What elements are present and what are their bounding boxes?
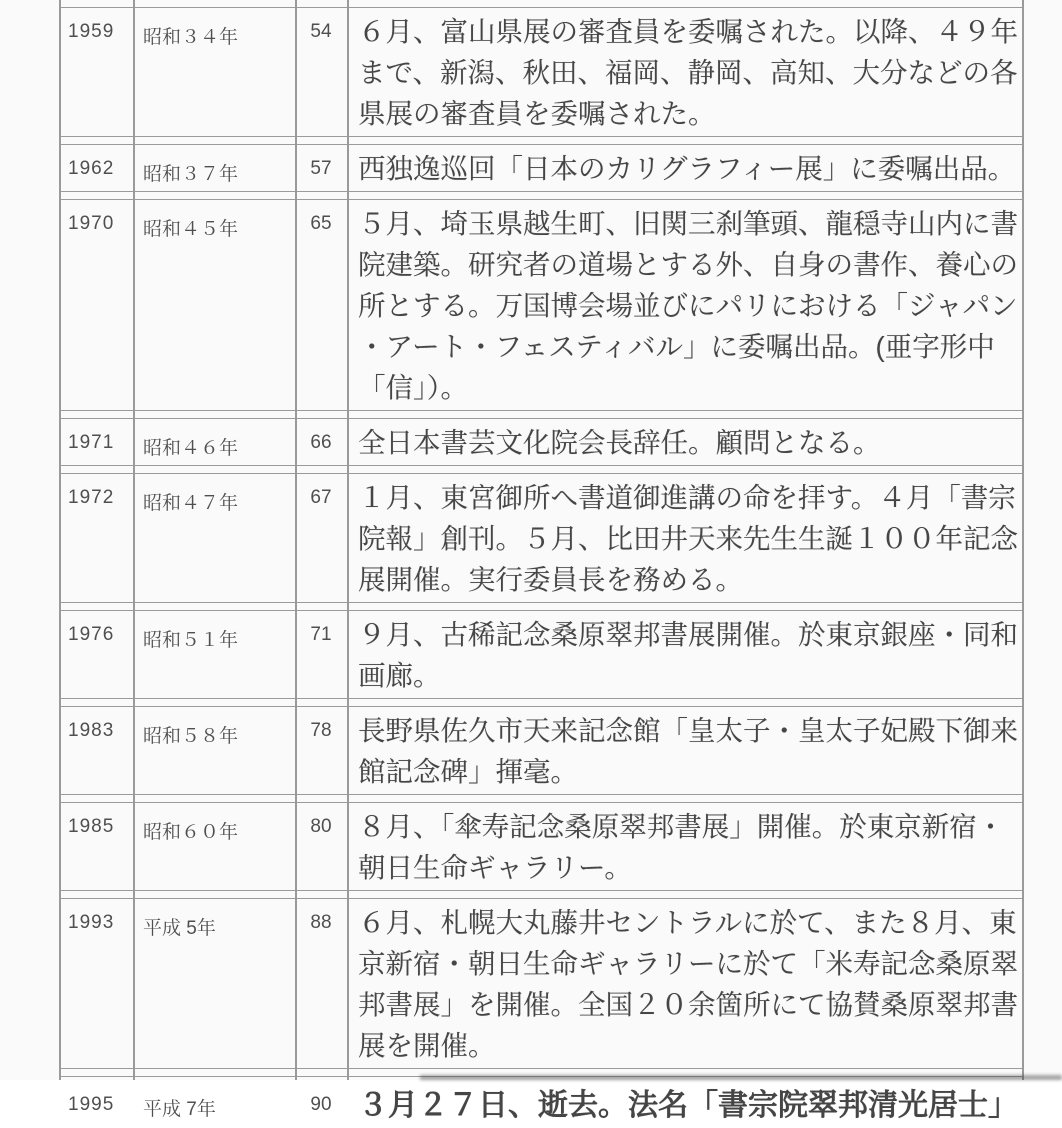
events-cell: ６月、富山県展の審査員を委嘱された。以降、４９年まで、新潟、秋田、福岡、静岡、高知、大分などの各県展の審査員を委嘱された。 (358, 16, 1018, 129)
age-cell: 66 (310, 432, 332, 453)
era-cell: 昭和４６年 (143, 438, 239, 459)
year-cell: 1976 (68, 624, 115, 645)
table-row (59, 144, 1023, 192)
table-row (59, 199, 1023, 411)
year-cell: 1970 (68, 213, 115, 234)
events-cell: ６月、札幌大丸藤井セントラルに於て、また８月、東京新宿・朝日生命ギャラリーに於て「米寿記念桑原翠邦書展」を開催。全国２０余箇所にて協賛桑原翠邦書展を開催。 (358, 907, 1018, 1061)
year-cell: 1962 (68, 158, 115, 179)
column-divider (347, 0, 349, 1080)
events-cell: 長野県佐久市天来記念館「皇太子・皇太子妃殿下御来館記念碑」揮毫。 (358, 715, 1018, 787)
table-row (59, 802, 1023, 891)
era-cell: 昭和６０年 (143, 822, 239, 843)
year-cell: 1993 (68, 912, 115, 933)
era-cell: 昭和５１年 (143, 630, 239, 651)
table-row (59, 473, 1023, 603)
year-cell: 1959 (68, 21, 115, 42)
column-divider (133, 0, 135, 1080)
age-cell: 54 (310, 21, 332, 42)
era-cell: 昭和４５年 (143, 219, 239, 240)
table-row (59, 706, 1023, 795)
age-cell: 71 (310, 624, 332, 645)
year-cell: 1972 (68, 487, 115, 508)
age-cell: 78 (310, 720, 332, 741)
era-cell: 平成 5年 (143, 918, 216, 939)
age-cell: 65 (310, 213, 332, 234)
age-cell: 80 (310, 816, 332, 837)
events-cell: 全日本書芸文化院会長辞任。顧問となる。 (358, 427, 881, 458)
table-row (59, 7, 1023, 137)
events-cell: ３月２７日、逝去。法名「書宗院翠邦清光居士」 (358, 1089, 1018, 1122)
table-row (59, 418, 1023, 466)
era-cell: 昭和３４年 (143, 27, 239, 48)
events-cell: ９月、古稀記念桑原翠邦書展開催。於東京銀座・同和画廊。 (358, 619, 1018, 691)
year-cell: 1995 (68, 1094, 115, 1115)
year-cell: 1983 (68, 720, 115, 741)
year-cell: 1971 (68, 432, 115, 453)
age-cell: 57 (310, 158, 332, 179)
events-cell: １月、東宮御所へ書道御進講の命を拝す。４月「書宗院報」創刊。５月、比田井天来先生生誕１００年記念展開催。実行委員長を務める。 (358, 482, 1018, 595)
table-row (59, 610, 1023, 699)
age-cell: 90 (310, 1094, 332, 1115)
era-cell: 平成 7年 (143, 1099, 216, 1120)
year-cell: 1985 (68, 816, 115, 837)
age-cell: 88 (310, 912, 332, 933)
column-divider (295, 0, 297, 1080)
events-cell: 西独逸巡回「日本のカリグラフィー展」に委嘱出品。 (358, 153, 1016, 184)
events-cell: ８月、「傘寿記念桑原翠邦書展」開催。於東京新宿・朝日生命ギャラリー。 (358, 811, 1005, 883)
era-cell: 昭和４７年 (143, 493, 239, 514)
age-cell: 67 (310, 487, 332, 508)
table-row (59, 898, 1023, 1069)
table-row (59, 1076, 1023, 1128)
column-divider (59, 0, 61, 1080)
era-cell: 昭和３７年 (143, 164, 239, 185)
chronology-table (59, 0, 1023, 1128)
era-cell: 昭和５８年 (143, 726, 239, 747)
column-divider (1022, 0, 1024, 1080)
events-cell: ５月、埼玉県越生町、旧関三刹筆頭、龍穏寺山内に書院建築。研究者の道場とする外、自身の書作、養心の所とする。万国博会場並びにパリにおける「ジャパン・アート・フェスティバル」に委嘱出品。(亜字形中「信」）。 (358, 208, 1018, 403)
